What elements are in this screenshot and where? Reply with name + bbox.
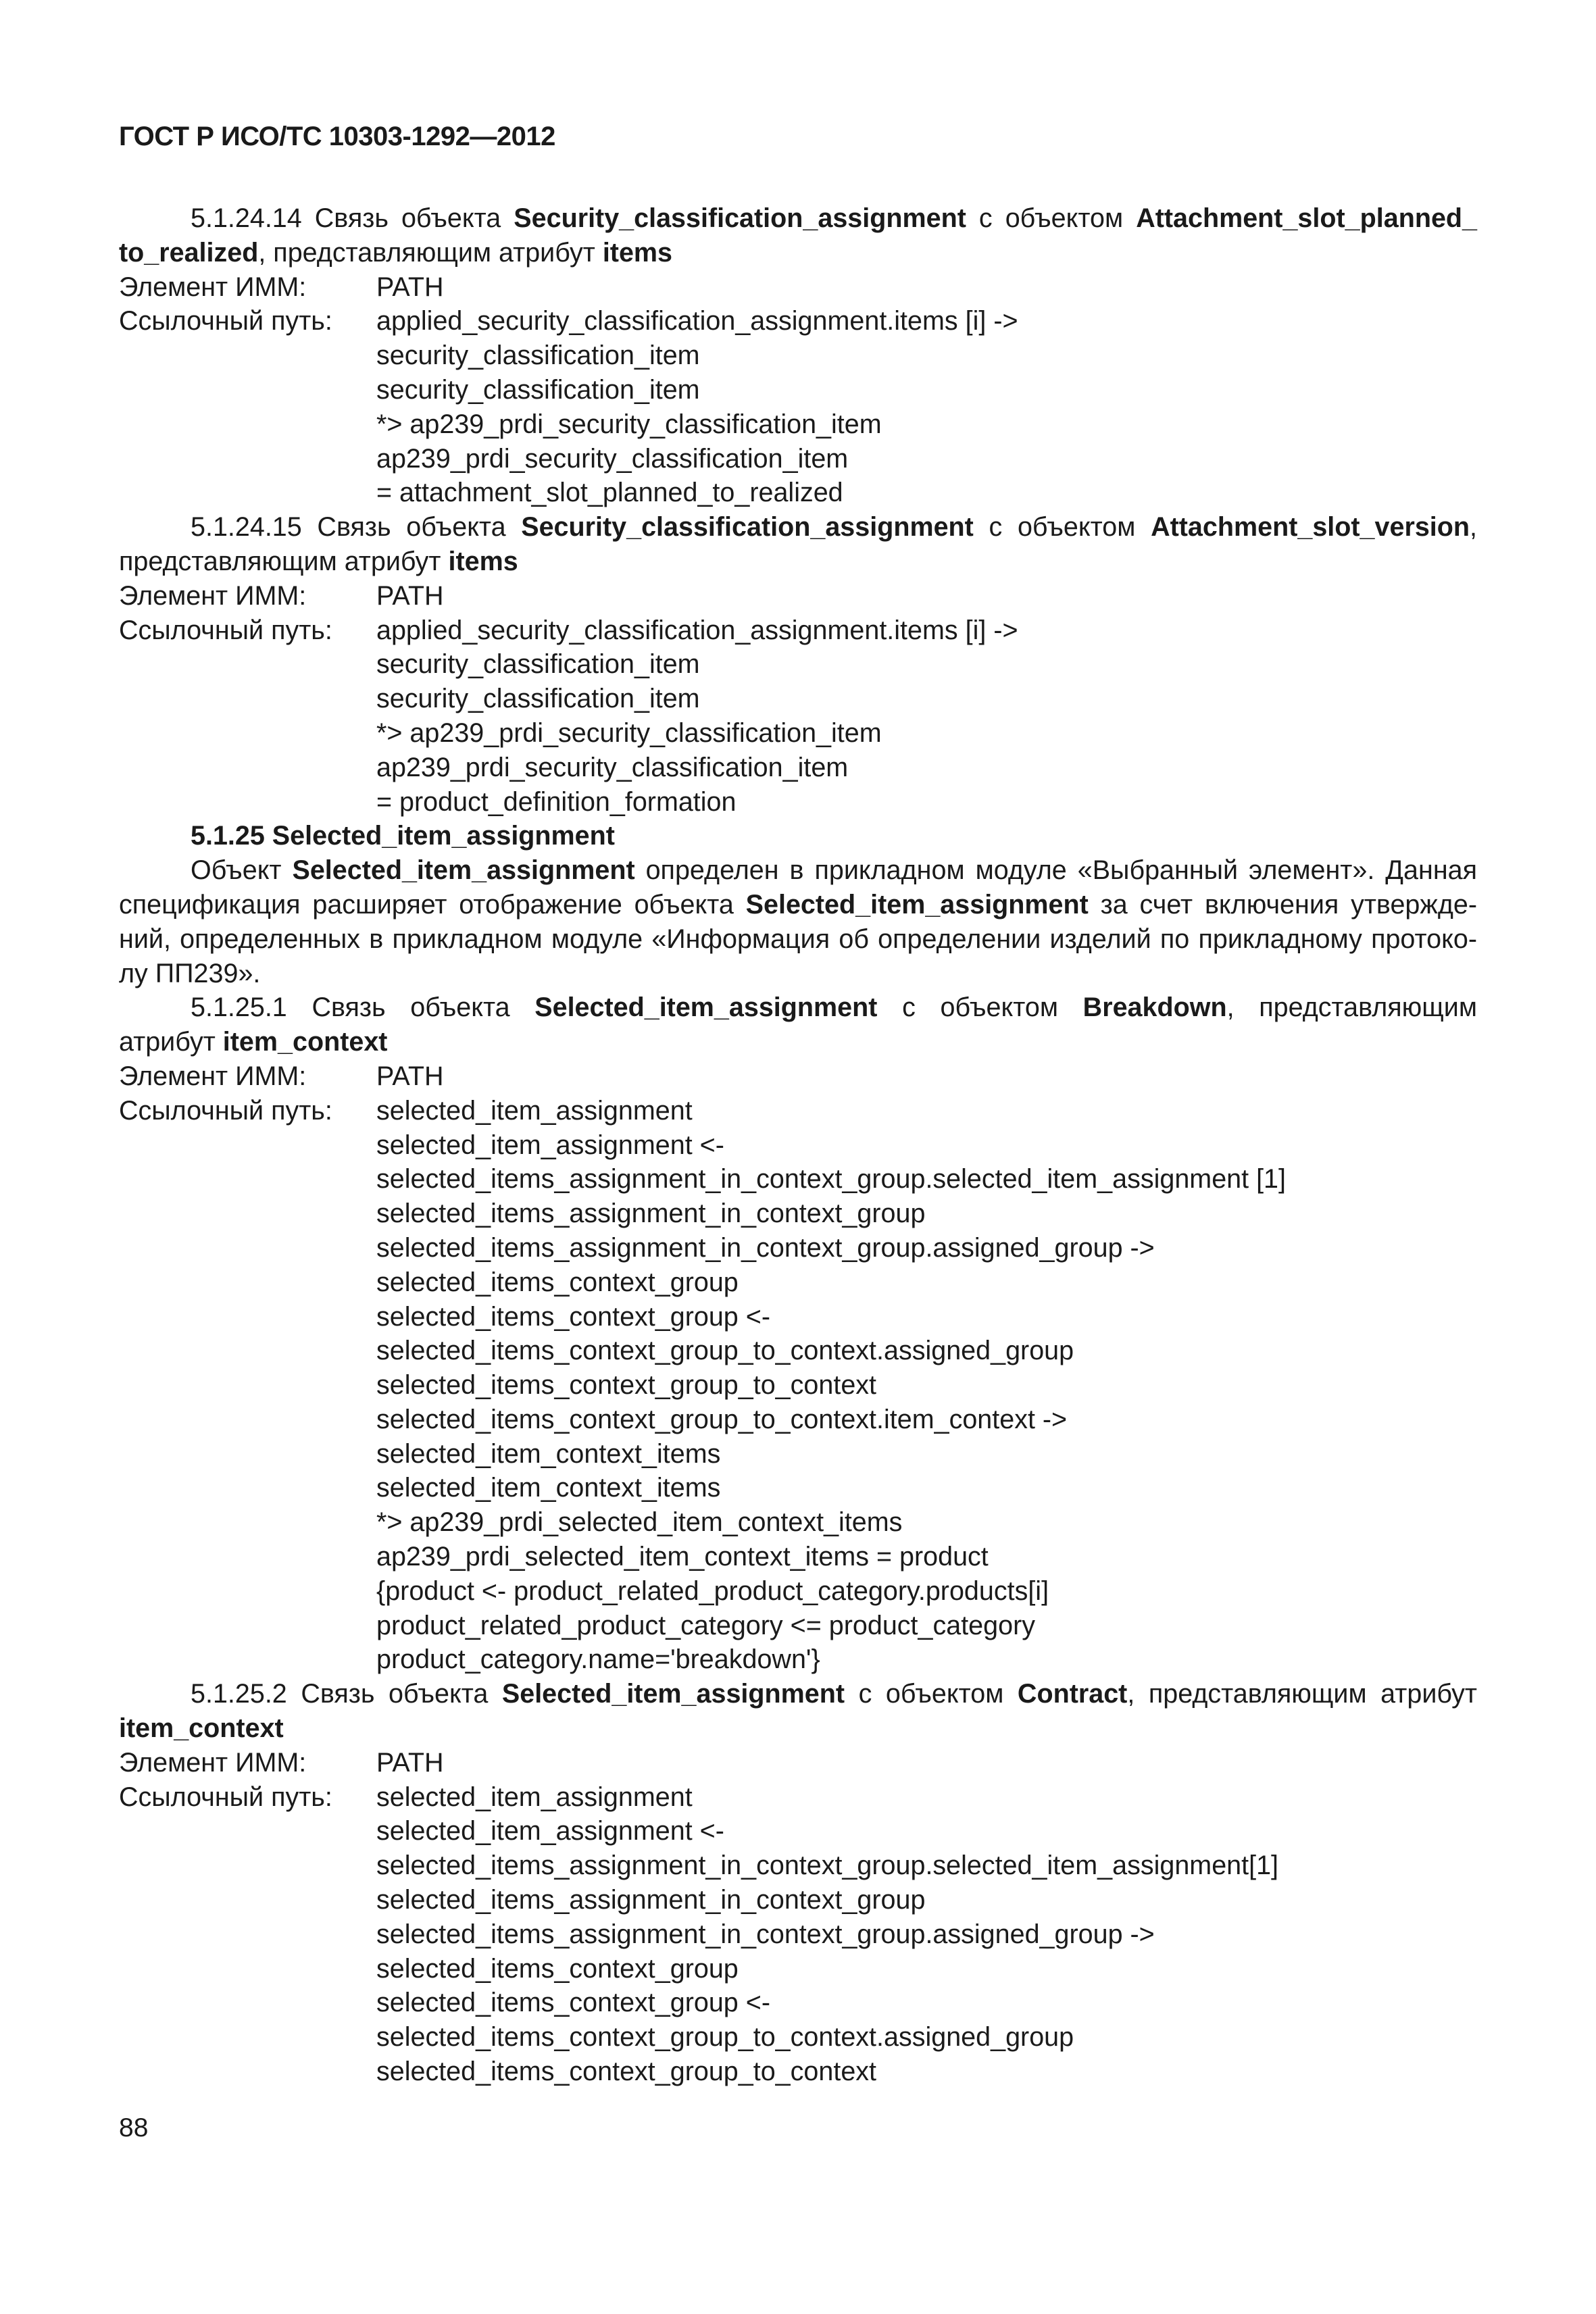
- paragraph-line: [119, 888, 1477, 922]
- mapping-value: PATH: [376, 272, 444, 302]
- path-line: selected_items_context_group_to_context: [376, 1370, 877, 1401]
- entity-name: Selected_item_assignment: [501, 1679, 845, 1709]
- mapping-label: Ссылочный путь:: [119, 1095, 332, 1126]
- path-line: selected_items_assignment_in_context_group.selected_item_assignment [1]: [376, 1164, 1286, 1194]
- mapping-value: PATH: [376, 1061, 444, 1091]
- text: , представляющим: [1226, 992, 1477, 1023]
- mapping-label: Элемент ИММ:: [119, 272, 307, 302]
- clause-title-cont: [119, 236, 1477, 270]
- path-line: selected_items_context_group_to_context.assigned_group: [376, 2022, 1074, 2053]
- text: , представляющим атрибут: [1127, 1679, 1477, 1709]
- path-line: applied_security_classification_assignment.items [i] ->: [376, 306, 1018, 336]
- path-line: selected_items_context_group: [376, 1953, 739, 1984]
- mapping-label: Элемент ИММ:: [119, 580, 307, 611]
- path-line: selected_items_context_group_to_context.item_context ->: [376, 1404, 1068, 1434]
- mapping-label: Ссылочный путь:: [119, 1782, 332, 1812]
- path-line: selected_item_assignment <-: [376, 1816, 724, 1846]
- path-line: = attachment_slot_planned_to_realized: [376, 478, 843, 508]
- mapping-element-row: [119, 1746, 1477, 1780]
- mapping-value: PATH: [376, 580, 444, 611]
- attribute-name: items: [448, 546, 518, 576]
- path-line: applied_security_classification_assignment.items [i] ->: [376, 615, 1018, 645]
- mapping-path-row: [119, 304, 1477, 338]
- clause-title-cont: [119, 545, 1477, 579]
- path-line: selected_items_assignment_in_context_group.assigned_group ->: [376, 1232, 1155, 1263]
- entity-name: Breakdown: [1082, 992, 1227, 1023]
- clause-title-5-1-25-2: [119, 1677, 1477, 1711]
- clause-title-5-1-24-14: [119, 201, 1477, 236]
- path-line: security_classification_item: [376, 684, 700, 714]
- path-line: product_category.name='breakdown'}: [376, 1644, 820, 1675]
- mapping-path-row: [119, 1780, 1477, 1815]
- text: лу ПП239».: [119, 958, 261, 988]
- mapping-label: Ссылочный путь:: [119, 615, 332, 645]
- paragraph-line: [119, 922, 1477, 957]
- path-line: selected_item_context_items: [376, 1438, 721, 1469]
- entity-name: Contract: [1017, 1679, 1128, 1709]
- path-line: {product <- product_related_product_category.products[i]: [376, 1576, 1049, 1606]
- text: Объект: [191, 855, 293, 886]
- path-line: selected_item_context_items: [376, 1473, 721, 1503]
- path-line: selected_item_assignment <-: [376, 1130, 724, 1160]
- path-line: selected_items_context_group_to_context.assigned_group: [376, 1336, 1074, 1366]
- mapping-element-row: [119, 270, 1477, 305]
- paragraph-line: [119, 853, 1477, 888]
- text: 5.1.24.14 Связь объекта: [191, 203, 514, 233]
- path-line: ap239_prdi_security_classification_item: [376, 752, 849, 782]
- text: , представляющим атрибут: [258, 237, 603, 268]
- text: с объектом: [973, 512, 1151, 543]
- attribute-name: item_context: [119, 1713, 284, 1744]
- heading-text: 5.1.25 Selected_item_assignment: [191, 821, 615, 851]
- mapping-value: PATH: [376, 1747, 444, 1778]
- page-number: 88: [119, 2113, 149, 2142]
- text: 5.1.25.1 Связь объекта: [191, 992, 535, 1023]
- path-line: selected_item_assignment: [376, 1782, 693, 1812]
- path-line: selected_items_assignment_in_context_group.selected_item_assignment[1]: [376, 1851, 1279, 1881]
- path-line: selected_items_context_group: [376, 1267, 739, 1297]
- entity-name: to_realized: [119, 237, 259, 268]
- text: 5.1.24.15 Связь объекта: [191, 512, 522, 543]
- clause-title-5-1-24-15: [119, 510, 1477, 545]
- entity-name: Attachment_slot_planned_: [1136, 203, 1478, 233]
- clause-title-cont: [119, 1711, 1477, 1746]
- text: с объектом: [877, 992, 1083, 1023]
- path-line: ap239_prdi_security_classification_item: [376, 443, 849, 474]
- mapping-path-row: [119, 613, 1477, 648]
- path-line: selected_items_assignment_in_context_group: [376, 1885, 926, 1915]
- path-line: selected_items_context_group_to_context: [376, 2057, 877, 2087]
- path-line: selected_items_context_group <-: [376, 1301, 770, 1332]
- document-header: ГОСТ Р ИСО/ТС 10303-1292—2012: [119, 122, 555, 151]
- text: ,: [1470, 512, 1478, 543]
- entity-name: Selected_item_assignment: [292, 855, 635, 886]
- clause-title-cont: [119, 1025, 1477, 1059]
- path-line: ap239_prdi_selected_item_context_items = product: [376, 1542, 989, 1572]
- path-line: product_related_product_category <= product_category: [376, 1610, 1035, 1640]
- text: определен в прикладном модуле «Выбранный элемент». Данная: [634, 855, 1477, 886]
- section-heading-5-1-25: [119, 819, 1477, 853]
- entity-name: Attachment_slot_version: [1151, 512, 1470, 543]
- entity-name: Selected_item_assignment: [745, 889, 1089, 920]
- path-line: selected_items_context_group <-: [376, 1988, 770, 2018]
- path-line: *> ap239_prdi_security_classification_item: [376, 718, 882, 748]
- path-line: security_classification_item: [376, 374, 700, 405]
- text: спецификация расширяет отображение объекта: [119, 889, 746, 920]
- path-line: selected_items_assignment_in_context_group.assigned_group ->: [376, 1919, 1155, 1949]
- attribute-name: items: [602, 237, 672, 268]
- mapping-label: Ссылочный путь:: [119, 306, 332, 336]
- text: ний, определенных в прикладном модуле «Информация об определении изделий по прикладному протоко-: [119, 924, 1477, 954]
- path-line: selected_items_assignment_in_context_group: [376, 1199, 926, 1229]
- text: 5.1.25.2 Связь объекта: [191, 1679, 502, 1709]
- paragraph-line: [119, 957, 1477, 991]
- entity-name: Security_classification_assignment: [514, 203, 966, 233]
- text: атрибут: [119, 1027, 223, 1057]
- mapping-label: Элемент ИММ:: [119, 1061, 307, 1091]
- text: представляющим атрибут: [119, 546, 449, 576]
- path-line: *> ap239_prdi_security_classification_item: [376, 409, 882, 439]
- text: с объектом: [845, 1679, 1018, 1709]
- document-body: [119, 201, 1477, 2089]
- entity-name: Security_classification_assignment: [521, 512, 974, 543]
- path-line: security_classification_item: [376, 341, 700, 371]
- path-line: = product_definition_formation: [376, 786, 737, 817]
- path-line: security_classification_item: [376, 649, 700, 680]
- mapping-element-row: [119, 1059, 1477, 1094]
- path-line: *> ap239_prdi_selected_item_context_items: [376, 1507, 903, 1538]
- mapping-label: Элемент ИММ:: [119, 1747, 307, 1778]
- text: с объектом: [966, 203, 1137, 233]
- mapping-element-row: [119, 579, 1477, 613]
- attribute-name: item_context: [222, 1027, 388, 1057]
- text: за счет включения утвержде-: [1088, 889, 1477, 920]
- mapping-path-row: [119, 1094, 1477, 1128]
- clause-title-5-1-25-1: [119, 990, 1477, 1025]
- entity-name: Selected_item_assignment: [534, 992, 878, 1023]
- path-line: selected_item_assignment: [376, 1095, 693, 1126]
